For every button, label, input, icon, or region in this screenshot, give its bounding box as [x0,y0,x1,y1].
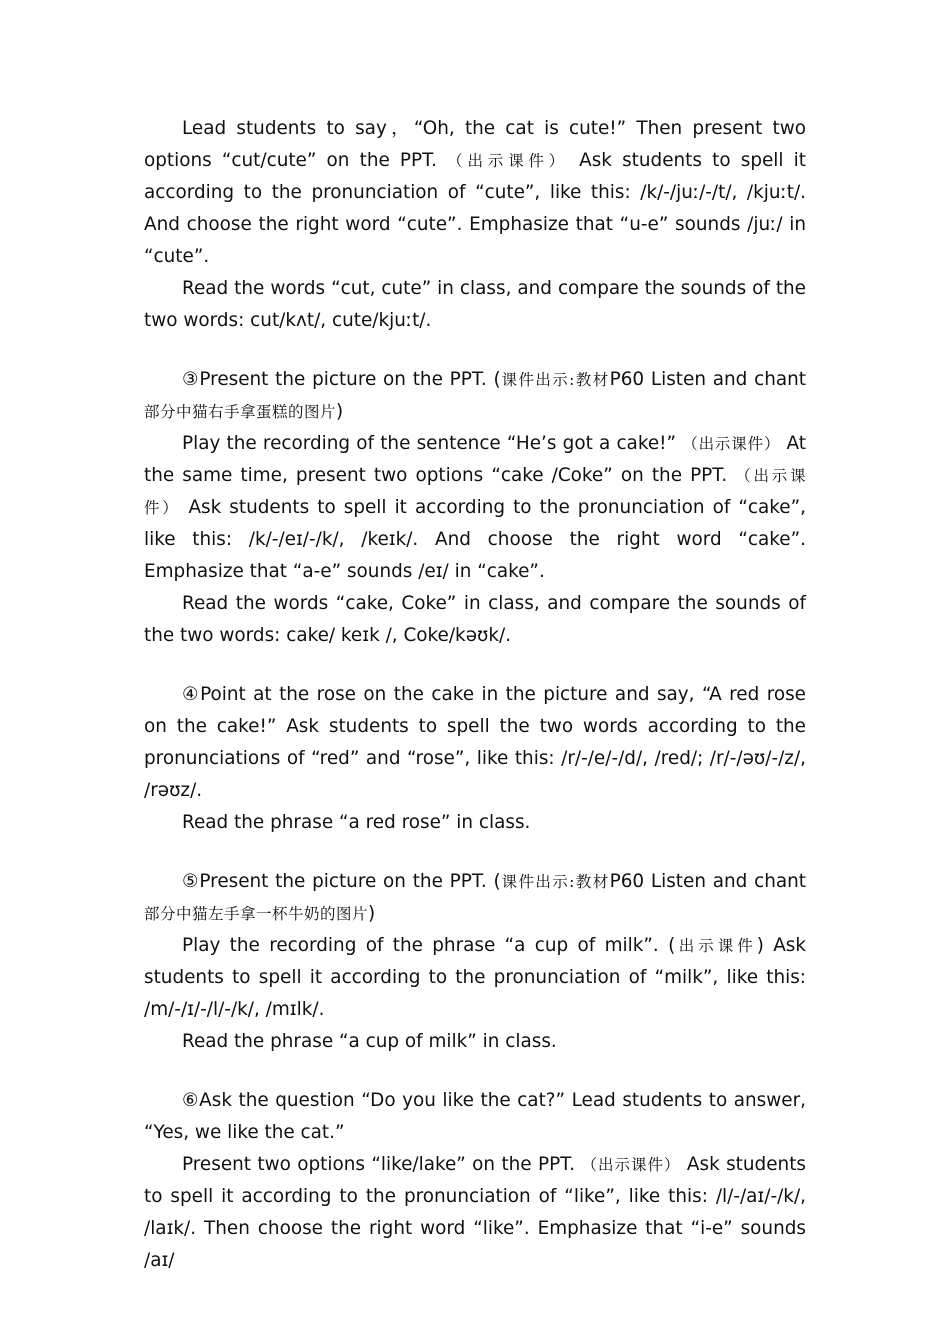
chinese-note: （出示课件） [682,435,781,453]
chinese-note: 部分中猫左手拿一杯牛奶的图片 [144,905,369,923]
text-segment: ⑤Present the picture on the PPT. ( [182,871,501,892]
text-segment: ④Point at the rose on the cake in the picture and say, “A red rose on the cake!” Ask students to spell the two words according to the pronunciations of “red” and “rose”, like this: /r/-/e/-/d/, /red/; /r/-/əʊ/-/z/, /rəʊz/. [144,684,806,801]
text-segment: Read the phrase “a red rose” in class. [182,812,531,833]
chinese-note: 部分中猫右手拿蛋糕的图片 [144,403,337,421]
lesson-text [144,113,806,1277]
text-segment: P60 Listen and chant [609,871,806,892]
text-segment: Read the words “cut, cute” in class, and compare the sounds of the two words: cut/kʌt/, cute/kjuːt/. [144,278,806,331]
paragraph-p10 [144,1026,806,1058]
chinese-note: 课件出示:教材 [500,873,610,891]
paragraph-p2 [144,273,806,337]
text-segment: Lead students to say，“Oh, the cat is cute!” Then present two options “cut/cute” on the PPT. [144,118,806,171]
text-segment: Ask students to spell it according to the pronunciation of “cute”, like this: /k/-/juː/-/t/, /kjuːt/. And choose the right word “cute”. Emphasize that “u-e” sounds /juː/ in “cute”. [144,150,806,267]
text-segment: ③Present the picture on the PPT. ( [182,369,501,390]
paragraph-p4 [144,428,806,588]
text-segment: Play the recording of the sentence “He’s got a cake!” [182,433,683,454]
paragraph-p5 [144,588,806,652]
chinese-note: 课件出示:教材 [500,371,610,389]
text-segment: ) [368,903,376,924]
chinese-note: （出示课件） [447,152,569,170]
text-segment: P60 Listen and chant [609,369,806,390]
paragraph-p11 [144,1085,806,1149]
text-segment: Ask students to spell it according to the pronunciation of “like”, like this: /l/-/aɪ/-/k/, /laɪk/. Then choose the right word “like”. Emphasize that “i-e” sounds /aɪ/ [144,1154,806,1271]
text-segment: Play the recording of the phrase “a cup of milk”. ( [182,935,676,956]
text-segment: Present two options “like/lake” on the PPT. [182,1154,582,1175]
text-segment: At the same time, present two options “cake /Coke” on the PPT. [144,433,806,486]
paragraph-p9 [144,930,806,1026]
text-segment: ) [336,401,344,422]
text-segment: ) Ask students to spell it according to the pronunciation of “milk”, like this: /m/-/ɪ/-/l/-/k/, /mɪlk/. [144,935,807,1020]
paragraph-p7 [144,807,806,839]
paragraph-p12 [144,1149,806,1277]
chinese-note: 出示课件 [675,937,757,955]
chinese-note: （出示课件） [144,467,806,517]
paragraph-p8 [144,866,806,930]
chinese-note: （出示课件） [581,1156,681,1174]
text-segment: ⑥Ask the question “Do you like the cat?” Lead students to answer, “Yes, we like the cat.” [144,1090,806,1143]
text-segment: Ask students to spell it according to the pronunciation of “cake”, like this: /k/-/eɪ/-/k/, /keɪk/. And choose the right word “cake”. Emphasize that “a-e” sounds /eɪ/ in “cake”. [144,497,806,582]
text-segment: Read the words “cake, Coke” in class, and compare the sounds of the two words: cake/ keɪk /, Coke/kəʊk/. [144,593,806,646]
paragraph-p6 [144,679,806,807]
text-segment: Read the phrase “a cup of milk” in class. [182,1031,557,1052]
paragraph-p3 [144,364,806,428]
paragraph-p1 [144,113,806,273]
